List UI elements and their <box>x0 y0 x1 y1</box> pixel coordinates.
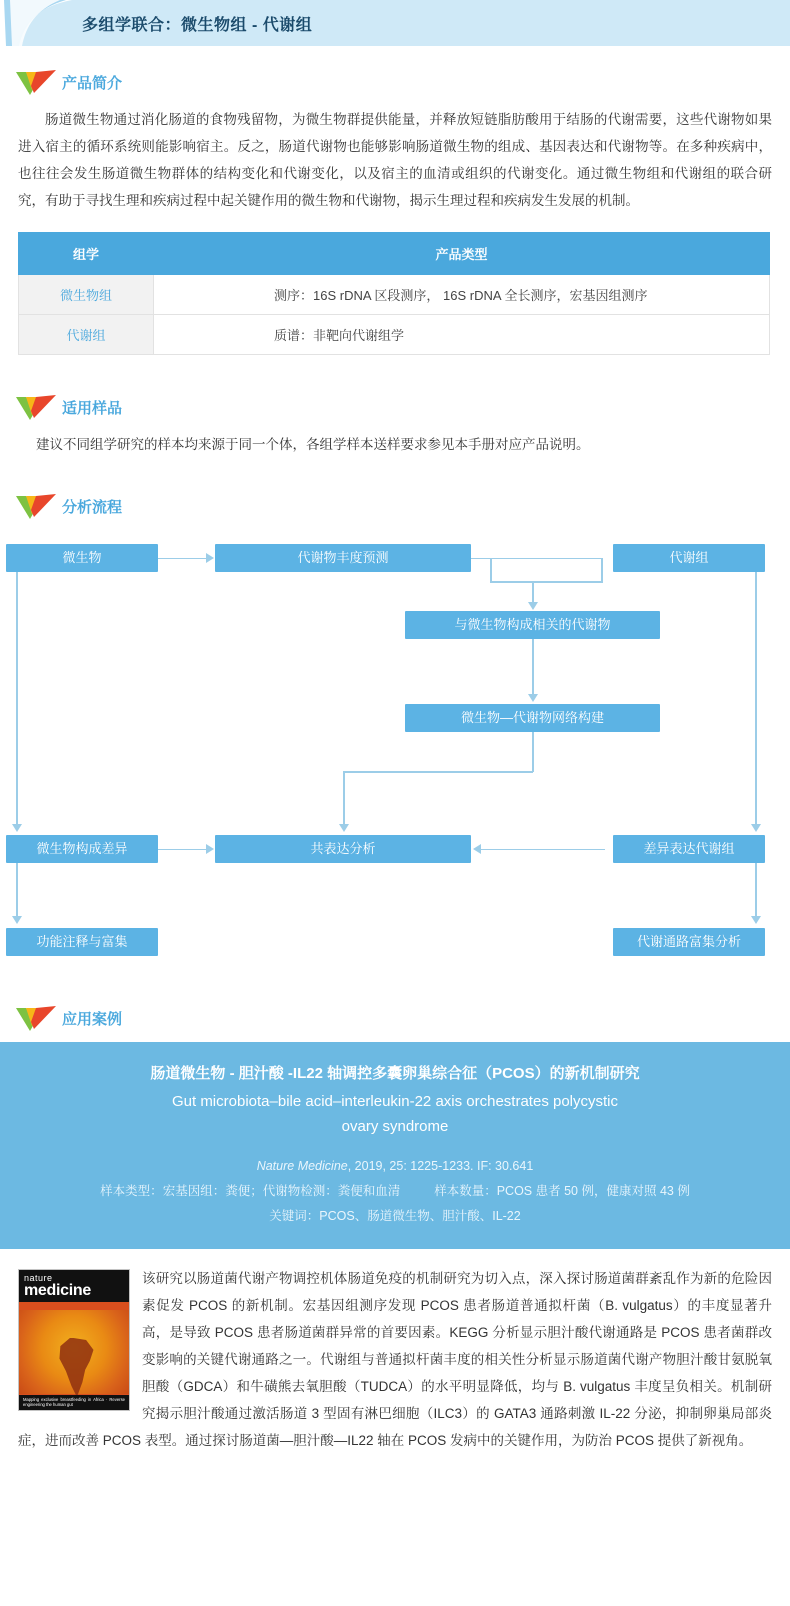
flow-line <box>471 558 603 560</box>
flow-node-related: 与微生物构成相关的代谢物 <box>405 611 660 639</box>
intro-paragraph: 肠道微生物通过消化肠道的食物残留物，为微生物群提供能量，并释放短链脂肪酸用于结肠的代谢需要，这些代谢物如果进入宿主的循环系统则能影响宿主。反之，肠道代谢物也能够影响肠道微生物的组成、基因表达和代谢物等。在多种疾病中，也往往会发生肠道微生物群体的结构变化和代谢变化，以及宿主的血清或组织的代谢变化。通过微生物组和代谢组的联合研究，有助于寻找生理和疾病过程中起关键作用的微生物和代谢物，揭示生理过程和疾病发生发展的机制。 <box>18 112 772 208</box>
keywords-value: PCOS、肠道微生物、胆汁酸、IL-22 <box>319 1208 521 1223</box>
workflow-diagram <box>0 530 790 949</box>
sample-count-label: 样本数量： <box>434 1183 497 1198</box>
flow-line <box>490 558 492 582</box>
omics-table <box>18 232 770 355</box>
flow-node-coexpr: 共表达分析 <box>215 835 471 863</box>
flow-arrow <box>12 824 22 832</box>
page-title: 多组学联合：微生物组 - 代谢组 <box>82 16 313 34</box>
case-sample-row <box>30 1179 760 1204</box>
check-mark-icon <box>14 492 58 520</box>
page-header <box>0 0 790 46</box>
section-heading-samples <box>14 393 790 421</box>
flow-line <box>343 771 533 773</box>
sample-type-value: 宏基因组：粪便；代谢物检测：粪便和血清 <box>162 1183 401 1198</box>
flow-node-microbe-diff: 微生物构成差异 <box>6 835 158 863</box>
flow-node-pathway: 代谢通路富集分析 <box>613 928 765 956</box>
flow-line <box>158 849 207 851</box>
flow-line <box>755 572 757 826</box>
flow-node-metabolome: 代谢组 <box>613 544 765 572</box>
flow-node-function: 功能注释与富集 <box>6 928 158 956</box>
flow-arrow <box>206 553 214 563</box>
table-cell-omics: 微生物组 <box>19 275 154 315</box>
table-row <box>19 315 770 355</box>
sample-count-value: PCOS 患者 50 例，健康对照 43 例 <box>496 1183 690 1198</box>
flow-node-diff-metab: 差异表达代谢组 <box>613 835 765 863</box>
flow-line <box>601 558 603 582</box>
section-title-case: 应用案例 <box>62 1010 123 1028</box>
case-study-banner <box>0 1042 790 1249</box>
cover-africa-shape <box>53 1338 99 1400</box>
citation-detail: , 2019, 25: 1225-1233. IF: 30.641 <box>347 1158 534 1173</box>
section-heading-intro <box>14 68 790 96</box>
flow-line <box>480 849 605 851</box>
flow-line <box>490 581 603 583</box>
case-title-en-line2: ovary syndrome <box>341 1118 449 1135</box>
cover-footline: Mapping exclusive breastfeeding in Africa · Reverse engineering the human gut <box>19 1395 129 1410</box>
table-cell-product: 质谱：非靶向代谢组学 <box>154 315 770 355</box>
case-citation-row <box>30 1154 760 1179</box>
journal-name: Nature Medicine <box>256 1158 348 1173</box>
flow-arrow <box>206 844 214 854</box>
case-body-text: 该研究以肠道菌代谢产物调控机体肠道免疫的机制研究为切入点，深入探讨肠道菌群紊乱作为新的危险因素促发 PCOS 的新机制。宏基因组测序发现 PCOS 患者肠道普通拟杆菌（B. vulgatus）的丰度显著升高，是导致 PCOS 患者肠道菌群异常的首要因素。KEGG 分析显示胆汁酸代谢通路是 PCOS 患者菌群改变影响的关键代谢通路之一。代谢组与普通拟杆菌丰度的相关性分析显示肠道菌代谢产物胆汁酸甘氨脱氧胆酸（GDCA）和牛磺熊去氧胆酸（TUDCA）的水平明显降低，均与 B. vulgatus 丰度呈负相关。机制研究揭示胆汁酸通过激活肠道 3 型固有淋巴细胞（ILC3）的 GATA3 通路刺激 IL-22 分泌，抑制卵巢局部炎症，进而改善 PCOS 表型。通过探讨肠道菌—胆汁酸—IL22 轴在 PCOS 发病中的关键作用，为防治 PCOS 提供了新视角。 <box>18 1270 772 1448</box>
case-title-cn: 肠道微生物 - 胆汁酸 -IL22 轴调控多囊卵巢综合征（PCOS）的新机制研究 <box>150 1065 640 1082</box>
check-mark-icon <box>14 68 58 96</box>
case-title-en-line1: Gut microbiota–bile acid–interleukin-22 axis orchestrates polycystic <box>171 1092 619 1110</box>
flow-line <box>16 863 18 918</box>
flow-node-microbe: 微生物 <box>6 544 158 572</box>
flow-arrow <box>528 694 538 702</box>
check-mark-icon <box>14 393 58 421</box>
flow-arrow <box>751 916 761 924</box>
table-header-product: 产品类型 <box>154 233 770 275</box>
table-cell-product: 测序：16S rDNA 区段测序， 16S rDNA 全长测序，宏基因组测序 <box>154 275 770 315</box>
samples-paragraph: 建议不同组学研究的样本均来源于同一个体，各组学样本送样要求参见本手册对应产品说明。 <box>36 437 590 452</box>
sample-type-label: 样本类型： <box>100 1183 163 1198</box>
cover-name: medicine <box>24 1281 91 1299</box>
cover-artwork <box>19 1310 129 1394</box>
flow-arrow <box>528 602 538 610</box>
section-title-samples: 适用样品 <box>62 399 123 417</box>
journal-cover-image <box>18 1269 130 1411</box>
cover-brand: nature <box>24 1272 53 1283</box>
flow-line <box>532 732 534 772</box>
flow-arrow <box>751 824 761 832</box>
case-keywords-row <box>30 1204 760 1229</box>
flow-node-predict: 代谢物丰度预测 <box>215 544 471 572</box>
keywords-label: 关键词： <box>269 1208 320 1223</box>
flow-arrow <box>339 824 349 832</box>
check-mark-icon <box>14 1004 58 1032</box>
section-heading-case <box>14 1004 790 1032</box>
flow-line <box>755 863 757 918</box>
case-metadata <box>30 1154 760 1229</box>
flow-line <box>16 572 18 826</box>
flow-line <box>158 558 207 560</box>
flow-line <box>343 771 345 826</box>
table-header-row <box>19 233 770 275</box>
header-swoosh-icon <box>0 0 72 46</box>
section-title-intro: 产品简介 <box>62 74 123 92</box>
case-study-body <box>0 1249 790 1478</box>
section-heading-workflow <box>14 492 790 520</box>
flow-node-network: 微生物—代谢物网络构建 <box>405 704 660 732</box>
table-cell-omics: 代谢组 <box>19 315 154 355</box>
table-row <box>19 275 770 315</box>
flow-arrow <box>12 916 22 924</box>
section-title-workflow: 分析流程 <box>62 498 123 516</box>
flow-arrow <box>473 844 481 854</box>
table-header-omics: 组学 <box>19 233 154 275</box>
flow-line <box>532 639 534 697</box>
cover-masthead <box>19 1270 129 1303</box>
